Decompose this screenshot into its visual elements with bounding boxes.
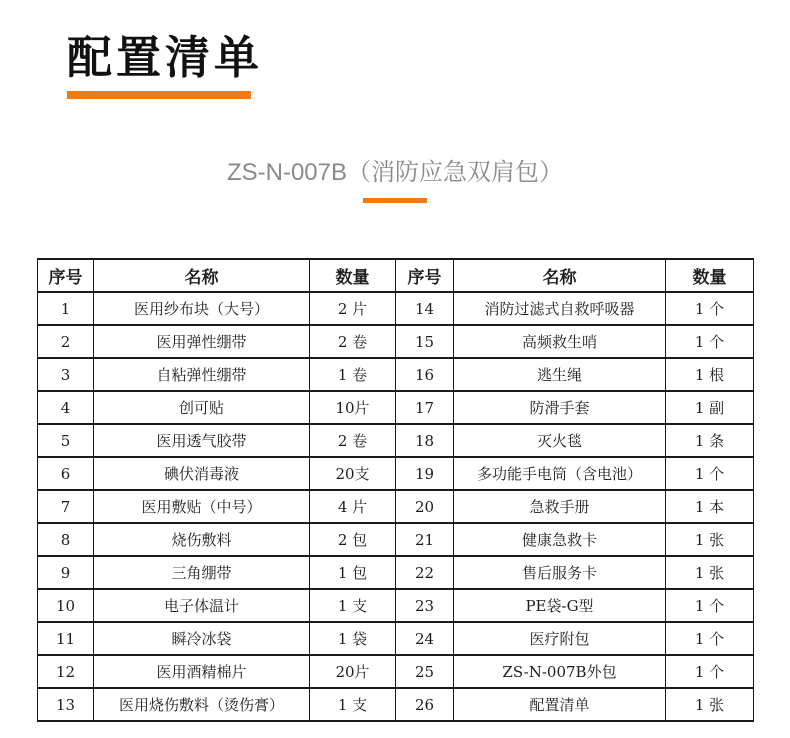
page-title: 配置清单 xyxy=(67,32,264,83)
cell-name: 医用纱布块（大号） xyxy=(94,292,310,325)
cell-name: 防滑手套 xyxy=(454,391,666,424)
table-header-row xyxy=(38,259,754,292)
cell-name: 急救手册 xyxy=(454,490,666,523)
cell-name: 医用烧伤敷料（烫伤膏） xyxy=(94,688,310,721)
cell-qty: 2 包 xyxy=(310,523,396,556)
cell-qty: 2 片 xyxy=(310,292,396,325)
cell-qty: 1 个 xyxy=(666,655,754,688)
cell-qty: 2 卷 xyxy=(310,325,396,358)
header-name-left: 名称 xyxy=(94,259,310,292)
table-row xyxy=(38,490,754,523)
cell-no: 26 xyxy=(396,688,454,721)
cell-qty: 20片 xyxy=(310,655,396,688)
cell-no: 9 xyxy=(38,556,94,589)
cell-name: 自粘弹性绷带 xyxy=(94,358,310,391)
product-model-subtitle: ZS-N-007B（消防应急双肩包） xyxy=(226,159,564,187)
cell-no: 16 xyxy=(396,358,454,391)
cell-no: 10 xyxy=(38,589,94,622)
cell-qty: 1 个 xyxy=(666,622,754,655)
cell-qty: 1 个 xyxy=(666,589,754,622)
cell-qty: 1 个 xyxy=(666,292,754,325)
cell-no: 6 xyxy=(38,457,94,490)
table-row xyxy=(38,292,754,325)
page xyxy=(0,34,790,738)
cell-qty: 1 卷 xyxy=(310,358,396,391)
cell-name: 高频救生哨 xyxy=(454,325,666,358)
cell-name: 电子体温计 xyxy=(94,589,310,622)
table-row xyxy=(38,358,754,391)
cell-qty: 1 张 xyxy=(666,556,754,589)
cell-qty: 1 条 xyxy=(666,424,754,457)
table-row xyxy=(38,391,754,424)
cell-no: 7 xyxy=(38,490,94,523)
table-row xyxy=(38,457,754,490)
cell-qty: 1 个 xyxy=(666,457,754,490)
table-row xyxy=(38,523,754,556)
cell-qty: 1 个 xyxy=(666,325,754,358)
cell-name: 医用透气胶带 xyxy=(94,424,310,457)
table-body xyxy=(38,292,754,721)
cell-no: 15 xyxy=(396,325,454,358)
cell-no: 1 xyxy=(38,292,94,325)
subtitle-accent-bar xyxy=(363,198,427,203)
cell-no: 14 xyxy=(396,292,454,325)
header-qty-left: 数量 xyxy=(310,259,396,292)
cell-no: 11 xyxy=(38,622,94,655)
cell-name: 医用敷贴（中号） xyxy=(94,490,310,523)
cell-no: 17 xyxy=(396,391,454,424)
cell-qty: 1 支 xyxy=(310,589,396,622)
configuration-table-container xyxy=(37,258,753,722)
cell-no: 20 xyxy=(396,490,454,523)
cell-qty: 4 片 xyxy=(310,490,396,523)
cell-name: 医用酒精棉片 xyxy=(94,655,310,688)
cell-name: PE袋-G型 xyxy=(454,589,666,622)
cell-no: 19 xyxy=(396,457,454,490)
cell-no: 22 xyxy=(396,556,454,589)
cell-no: 24 xyxy=(396,622,454,655)
cell-name: 烧伤敷料 xyxy=(94,523,310,556)
table-row xyxy=(38,655,754,688)
cell-name: 健康急救卡 xyxy=(454,523,666,556)
cell-name: 售后服务卡 xyxy=(454,556,666,589)
cell-name: 三角绷带 xyxy=(94,556,310,589)
header-name-right: 名称 xyxy=(454,259,666,292)
cell-qty: 10片 xyxy=(310,391,396,424)
cell-no: 21 xyxy=(396,523,454,556)
cell-no: 5 xyxy=(38,424,94,457)
cell-no: 12 xyxy=(38,655,94,688)
cell-qty: 1 张 xyxy=(666,523,754,556)
cell-name: 医疗附包 xyxy=(454,622,666,655)
table-row xyxy=(38,688,754,721)
table-row xyxy=(38,424,754,457)
cell-name: 医用弹性绷带 xyxy=(94,325,310,358)
cell-qty: 1 副 xyxy=(666,391,754,424)
cell-name: 创可贴 xyxy=(94,391,310,424)
cell-no: 2 xyxy=(38,325,94,358)
cell-name: 消防过滤式自救呼吸器 xyxy=(454,292,666,325)
table-row xyxy=(38,622,754,655)
cell-qty: 1 袋 xyxy=(310,622,396,655)
header-no-left: 序号 xyxy=(38,259,94,292)
cell-qty: 1 包 xyxy=(310,556,396,589)
cell-name: ZS-N-007B外包 xyxy=(454,655,666,688)
cell-qty: 1 支 xyxy=(310,688,396,721)
table-row xyxy=(38,556,754,589)
cell-no: 13 xyxy=(38,688,94,721)
cell-name: 瞬冷冰袋 xyxy=(94,622,310,655)
cell-no: 8 xyxy=(38,523,94,556)
cell-name: 配置清单 xyxy=(454,688,666,721)
cell-qty: 1 根 xyxy=(666,358,754,391)
cell-no: 23 xyxy=(396,589,454,622)
header-qty-right: 数量 xyxy=(666,259,754,292)
header-no-right: 序号 xyxy=(396,259,454,292)
cell-name: 碘伏消毒液 xyxy=(94,457,310,490)
cell-qty: 20支 xyxy=(310,457,396,490)
cell-name: 逃生绳 xyxy=(454,358,666,391)
configuration-table xyxy=(37,258,754,722)
cell-no: 25 xyxy=(396,655,454,688)
title-accent-bar xyxy=(67,91,251,99)
cell-name: 灭火毯 xyxy=(454,424,666,457)
cell-qty: 1 张 xyxy=(666,688,754,721)
cell-no: 4 xyxy=(38,391,94,424)
table-row xyxy=(38,325,754,358)
cell-qty: 1 本 xyxy=(666,490,754,523)
cell-qty: 2 卷 xyxy=(310,424,396,457)
cell-name: 多功能手电筒（含电池） xyxy=(454,457,666,490)
cell-no: 18 xyxy=(396,424,454,457)
table-row xyxy=(38,589,754,622)
cell-no: 3 xyxy=(38,358,94,391)
